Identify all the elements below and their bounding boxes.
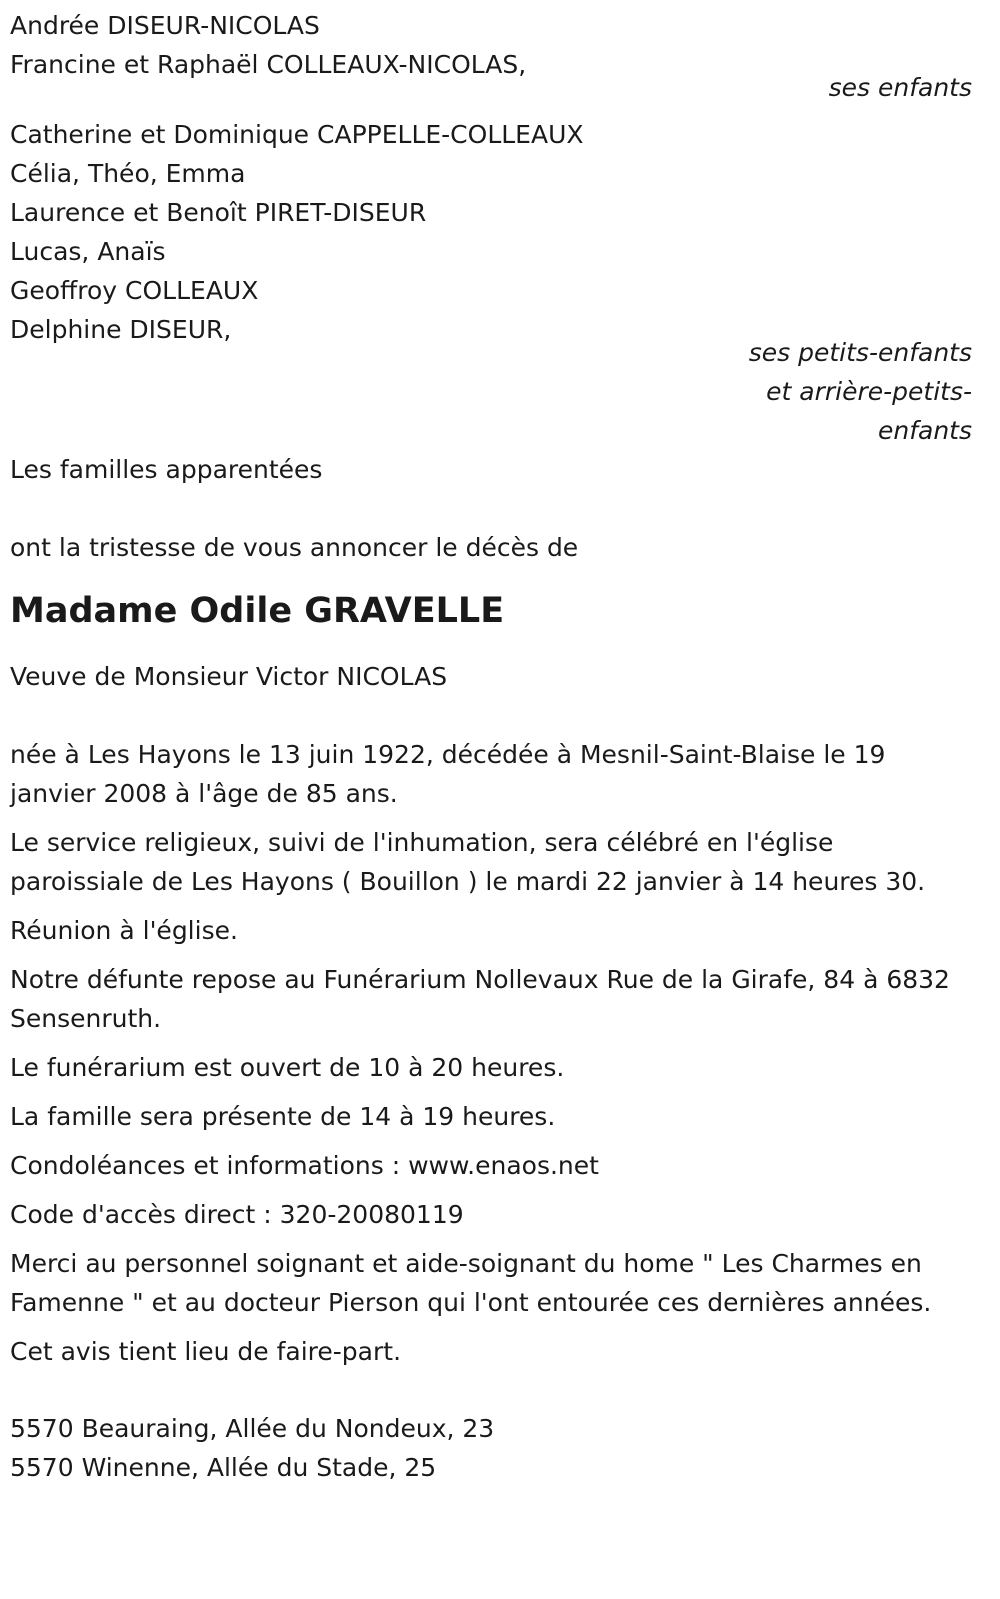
child-line: Francine et Raphaël COLLEAUX-NICOLAS, bbox=[10, 50, 527, 79]
grandchildren-role-line: ses petits-enfants bbox=[748, 338, 972, 367]
address-line: 5570 Winenne, Allée du Stade, 25 bbox=[10, 1453, 437, 1482]
deceased-name: Madame Odile GRAVELLE bbox=[10, 591, 505, 631]
access-code: Code d'accès direct : 320-20080119 bbox=[10, 1200, 464, 1229]
grandchild-line: Catherine et Dominique CAPPELLE-COLLEAUX bbox=[10, 120, 584, 149]
condolences-info: Condoléances et informations : www.enaos.net bbox=[10, 1151, 599, 1180]
widow-of: Veuve de Monsieur Victor NICOLAS bbox=[10, 662, 448, 691]
grandchildren-role bbox=[10, 333, 972, 450]
address-line: 5570 Beauraing, Allée du Nondeux, 23 bbox=[10, 1414, 495, 1443]
children-role-label: ses enfants bbox=[828, 73, 972, 102]
family-presence: La famille sera présente de 14 à 19 heures. bbox=[10, 1102, 556, 1131]
birth-death-info: née à Les Hayons le 13 juin 1922, décédée à Mesnil-Saint-Blaise le 19 janvier 2008 à l'âge de 85 ans. bbox=[10, 740, 886, 808]
grandchild-line: Laurence et Benoît PIRET-DISEUR bbox=[10, 198, 427, 227]
meeting-info: Réunion à l'église. bbox=[10, 916, 238, 945]
funerarium-hours: Le funérarium est ouvert de 10 à 20 heures. bbox=[10, 1053, 565, 1082]
grandchild-line: Geoffroy COLLEAUX bbox=[10, 276, 259, 305]
thanks-text: Merci au personnel soignant et aide-soignant du home " Les Charmes en Famenne " et au docteur Pierson qui l'ont entourée ces dernières années. bbox=[10, 1249, 932, 1317]
grandchild-line: Delphine DISEUR, bbox=[10, 315, 232, 344]
funerarium-info: Notre défunte repose au Funérarium Nollevaux Rue de la Girafe, 84 à 6832 Sensenruth. bbox=[10, 965, 950, 1033]
service-info: Le service religieux, suivi de l'inhumation, sera célébré en l'église paroissiale de Les Hayons ( Bouillon ) le mardi 22 janvier à 14 heures 30. bbox=[10, 828, 926, 896]
notice-statement: Cet avis tient lieu de faire-part. bbox=[10, 1337, 402, 1366]
addresses-block bbox=[10, 1409, 972, 1487]
grandchildren-block bbox=[10, 115, 972, 450]
grandchildren-role-line: enfants bbox=[877, 416, 972, 445]
grandchildren-role-line: et arrière-petits- bbox=[766, 377, 972, 406]
child-line: Andrée DISEUR-NICOLAS bbox=[10, 11, 320, 40]
announcement-text: ont la tristesse de vous annoncer le décès de bbox=[10, 533, 579, 562]
grandchild-line: Célia, Théo, Emma bbox=[10, 159, 246, 188]
details-block bbox=[10, 735, 972, 1371]
grandchild-line: Lucas, Anaïs bbox=[10, 237, 166, 266]
related-families: Les familles apparentées bbox=[10, 455, 323, 484]
children-block bbox=[10, 6, 972, 107]
